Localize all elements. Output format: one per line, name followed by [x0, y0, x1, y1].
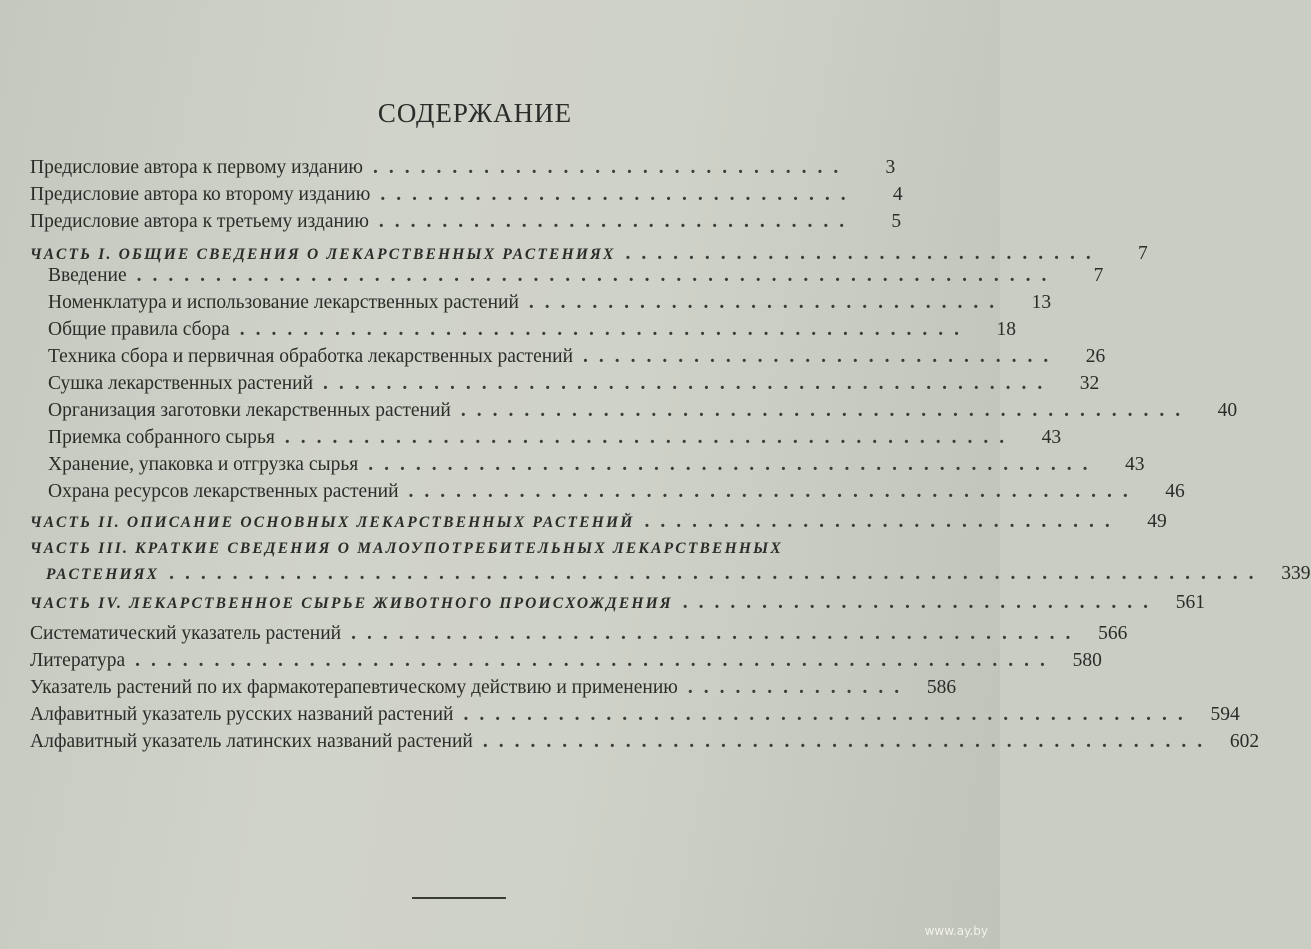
toc-part-entry: [30, 511, 1167, 537]
toc-page-number: 32: [1079, 373, 1100, 394]
toc-page-number: 339: [1281, 563, 1311, 584]
leader-dots: ..............................: [380, 184, 857, 205]
toc-page-number: 26: [1085, 346, 1106, 367]
toc-entry-label: Введение: [48, 265, 127, 286]
toc-part-label: РАСТЕНИЯХ: [46, 566, 160, 583]
toc-page-number: 5: [891, 211, 902, 232]
leader-dots: ..............................................: [482, 731, 1214, 752]
leader-dots: ..............................: [583, 346, 1060, 367]
toc-entry-label: Охрана ресурсов лекарственных растений: [48, 481, 399, 502]
toc-entry: [30, 677, 957, 703]
watermark: www.ay.by: [924, 924, 988, 938]
toc-entry: [48, 481, 1185, 507]
bottom-divider: [412, 897, 506, 899]
toc-entry: [30, 623, 1128, 649]
toc-part-label: ЧАСТЬ I. ОБЩИЕ СВЕДЕНИЯ О ЛЕКАРСТВЕННЫХ РАСТЕНИЯХ: [30, 246, 616, 263]
leader-dots: ..............................: [644, 511, 1121, 532]
toc-entry: [30, 211, 902, 237]
toc-page-number: 43: [1041, 427, 1062, 448]
toc-page-number: 40: [1217, 400, 1238, 421]
toc-page-number: 602: [1229, 731, 1260, 752]
toc-entry-label: Алфавитный указатель латинских названий растений: [30, 731, 473, 752]
toc-entry: [30, 731, 1260, 757]
leader-dots: ..............................: [625, 243, 1102, 264]
toc-part-entry: [30, 592, 1206, 618]
toc-entry-label: Литература: [30, 650, 126, 671]
toc-part-label: ЧАСТЬ II. ОПИСАНИЕ ОСНОВНЫХ ЛЕКАРСТВЕННЫХ РАСТЕНИЙ: [30, 514, 635, 531]
toc-page-number: 7: [1138, 243, 1148, 264]
toc-page-number: 49: [1147, 511, 1167, 532]
toc-entry-label: Предисловие автора ко второму изданию: [30, 184, 371, 205]
toc-page-number: 7: [1093, 265, 1104, 286]
toc-page-number: 4: [892, 184, 903, 205]
leader-dots: ..............................................: [460, 400, 1192, 421]
toc-entry: [48, 373, 1100, 399]
leader-dots: .....................................................................: [169, 563, 1265, 584]
toc-entry: [48, 454, 1145, 480]
toc-entry: [48, 292, 1052, 318]
toc-page-number: 561: [1175, 592, 1206, 613]
toc-page-number: 18: [996, 319, 1016, 340]
toc-entry: [30, 650, 1102, 676]
leader-dots: ..............................: [378, 211, 856, 232]
leader-dots: ..........................................................: [136, 265, 1058, 286]
toc-entry: [30, 157, 896, 183]
leader-dots: ..............................................: [408, 481, 1139, 502]
leader-dots: ..............: [687, 677, 911, 698]
toc-entry-label: Номенклатура и использование лекарственных растений: [48, 292, 519, 313]
toc-page-number: 13: [1031, 292, 1052, 313]
leader-dots: ..............................................: [351, 623, 1082, 644]
leader-dots: ..............................: [528, 292, 1006, 313]
toc-entry-label: Предисловие автора к третьему изданию: [30, 211, 369, 232]
toc-page-number: 580: [1072, 650, 1102, 671]
toc-entry-label: Систематический указатель растений: [30, 623, 342, 644]
toc-entry: [30, 184, 903, 210]
leader-dots: ..............................: [682, 592, 1160, 613]
toc-entry: [48, 265, 1104, 291]
leader-dots: ..............................................: [284, 427, 1016, 448]
toc-entry-label: Хранение, упаковка и отгрузка сырья: [48, 454, 359, 475]
toc-entry-label: Алфавитный указатель русских названий растений: [30, 704, 454, 725]
toc-entry-label: Сушка лекарственных растений: [48, 373, 314, 394]
toc-page-number: 566: [1098, 623, 1128, 644]
toc-page-number: 43: [1124, 454, 1145, 475]
leader-dots: ..............................................: [368, 454, 1099, 475]
toc-entry: [30, 704, 1240, 730]
toc-part-label: ЧАСТЬ III. КРАТКИЕ СВЕДЕНИЯ О МАЛОУПОТРЕБИТЕЛЬНЫХ ЛЕКАРСТВЕННЫХ: [30, 540, 783, 557]
toc-entry: [48, 427, 1062, 453]
page-title: СОДЕРЖАНИЕ: [377, 98, 573, 128]
toc-page-number: 594: [1210, 704, 1240, 725]
toc-entry-label: Предисловие автора к первому изданию: [30, 157, 363, 178]
toc-entry-label: Техника сбора и первичная обработка лекарственных растений: [48, 346, 574, 367]
leader-dots: ..............................................: [323, 373, 1054, 394]
toc-entry-label: Общие правила сбора: [48, 319, 230, 340]
toc-part-entry: [46, 563, 1311, 589]
toc-page-number: 46: [1165, 481, 1185, 502]
leader-dots: ..........................................................: [135, 650, 1056, 671]
toc-part-label: ЧАСТЬ IV. ЛЕКАРСТВЕННОЕ СЫРЬЕ ЖИВОТНОГО ПРОИСХОЖДЕНИЯ: [30, 595, 673, 612]
toc-entry: [48, 319, 1016, 345]
toc-entry-label: Организация заготовки лекарственных растений: [48, 400, 451, 421]
toc-entry-label: Приемка собранного сырья: [48, 427, 275, 448]
toc-entry-label: Указатель растений по их фармакотерапевтическому действию и применению: [30, 677, 678, 698]
leader-dots: ..............................................: [239, 319, 970, 340]
leader-dots: ..............................................: [463, 704, 1194, 725]
toc-entry: [48, 400, 1238, 426]
leader-dots: ..............................: [372, 157, 850, 178]
toc-page-number: 586: [926, 677, 957, 698]
toc-page-number: 3: [885, 157, 896, 178]
toc-entry: [48, 346, 1106, 372]
